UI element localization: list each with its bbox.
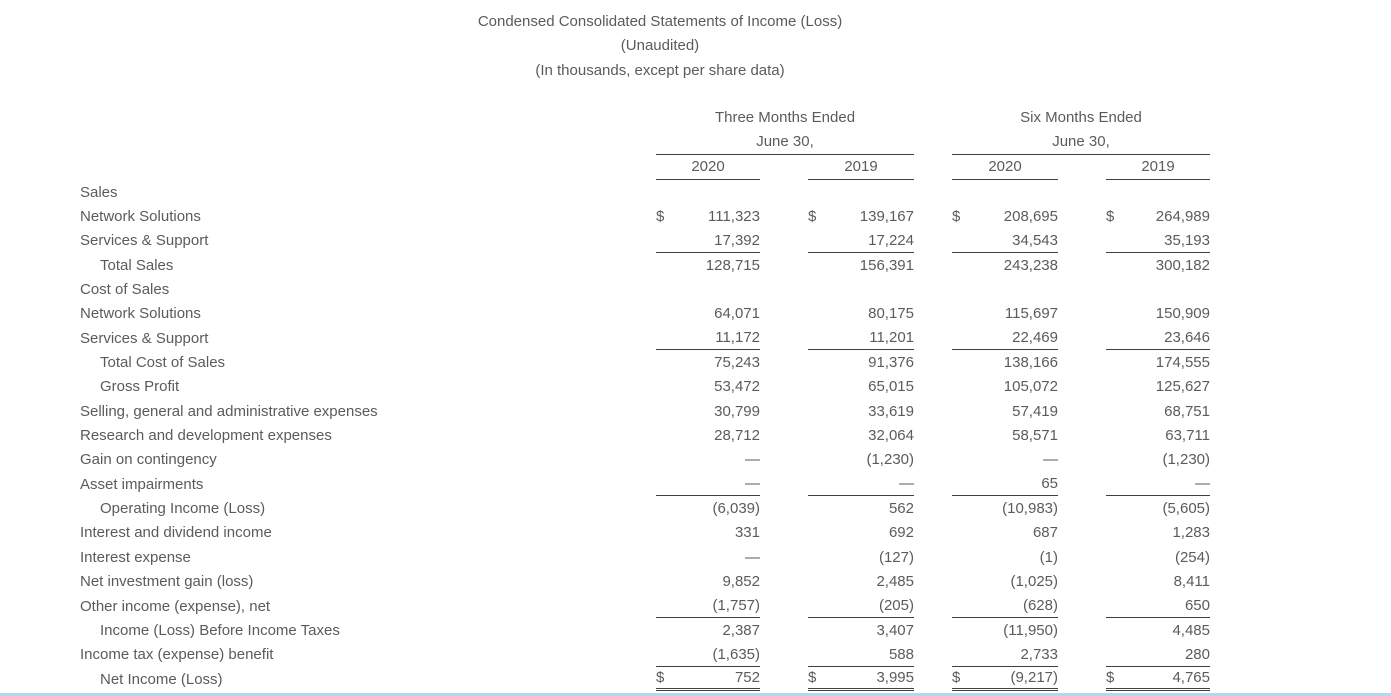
document-header	[80, 10, 1240, 83]
row-label: Interest expense	[80, 548, 191, 566]
currency-symbol: $	[1106, 669, 1115, 687]
cell-value: 139,167	[859, 208, 914, 226]
row-label: Network Solutions	[80, 305, 201, 323]
table-body	[80, 180, 1210, 691]
cell-value: 17,224	[868, 231, 914, 249]
row-label: Services & Support	[80, 329, 209, 347]
value-cell	[808, 423, 914, 447]
period-group-six-months	[952, 106, 1210, 155]
value-cell	[656, 277, 760, 301]
value-cell	[808, 472, 914, 496]
cell-value: 174,555	[1155, 354, 1210, 372]
value-cell	[808, 545, 914, 569]
cell-value: 3,407	[876, 621, 914, 639]
table-row	[80, 399, 1210, 423]
value-cell	[952, 180, 1058, 204]
table-row	[80, 667, 1210, 691]
row-label: Income (Loss) Before Income Taxes	[100, 621, 340, 639]
column-gap	[1058, 155, 1106, 180]
cell-value: 57,419	[1012, 402, 1058, 420]
cell-value: —	[745, 451, 760, 469]
period-group-label: Three Months Ended	[714, 109, 856, 126]
value-cell	[952, 545, 1058, 569]
row-label: Total Sales	[100, 256, 174, 274]
value-cell	[656, 448, 760, 472]
value-cell	[952, 570, 1058, 594]
cell-value: 58,571	[1012, 427, 1058, 445]
value-cell	[1106, 204, 1210, 228]
value-cell	[1106, 423, 1210, 447]
cell-value: 22,469	[1012, 329, 1058, 347]
cell-value: 32,064	[868, 427, 914, 445]
cell-value: —	[1043, 451, 1058, 469]
cell-value: 91,376	[868, 354, 914, 372]
value-cell	[1106, 594, 1210, 618]
cell-value: 692	[888, 524, 914, 542]
row-label: Cost of Sales	[80, 281, 170, 299]
document-title: Condensed Consolidated Statements of Income (Loss)	[477, 13, 843, 30]
column-gap	[914, 106, 952, 155]
cell-value: 264,989	[1155, 208, 1210, 226]
currency-symbol: $	[808, 669, 817, 687]
cell-value: —	[1195, 475, 1210, 493]
value-cell	[952, 448, 1058, 472]
value-cell	[1106, 521, 1210, 545]
document-subtitle-units: (In thousands, except per share data)	[535, 61, 785, 79]
value-cell	[656, 302, 760, 326]
cell-value: 35,193	[1164, 231, 1210, 249]
cell-value: 53,472	[714, 378, 760, 396]
value-cell	[808, 643, 914, 667]
value-cell	[1106, 667, 1210, 691]
table-row	[80, 253, 1210, 277]
cell-value: 208,695	[1003, 208, 1058, 226]
value-cell	[808, 594, 914, 618]
currency-symbol: $	[952, 208, 961, 226]
cell-value: (205)	[878, 597, 914, 615]
cell-value: 33,619	[868, 402, 914, 420]
cell-value: (1,635)	[712, 645, 760, 663]
value-cell	[1106, 302, 1210, 326]
period-group-header-row	[80, 106, 1210, 155]
value-cell	[952, 594, 1058, 618]
value-cell	[656, 545, 760, 569]
value-cell	[808, 302, 914, 326]
row-label: Asset impairments	[80, 475, 204, 493]
cell-value: 65	[1041, 475, 1058, 493]
value-cell	[808, 570, 914, 594]
cell-value: 34,543	[1012, 231, 1058, 249]
value-cell	[808, 350, 914, 374]
cell-value: (1,757)	[712, 597, 760, 615]
cell-value: 138,166	[1003, 354, 1058, 372]
value-cell	[1106, 448, 1210, 472]
cell-value: 8,411	[1173, 573, 1210, 591]
value-cell	[952, 423, 1058, 447]
row-label: Selling, general and administrative expenses	[80, 402, 378, 420]
row-label: Gross Profit	[100, 378, 180, 396]
row-label: Interest and dividend income	[80, 524, 272, 542]
value-cell	[952, 350, 1058, 374]
cell-value: 2,733	[1020, 645, 1058, 663]
table-row	[80, 204, 1210, 228]
value-cell	[808, 253, 914, 277]
value-cell	[952, 229, 1058, 253]
table-row	[80, 423, 1210, 447]
value-cell	[808, 496, 914, 520]
value-cell	[656, 204, 760, 228]
value-cell	[808, 667, 914, 691]
row-label: Research and development expenses	[80, 427, 332, 445]
table-row	[80, 570, 1210, 594]
label-column-spacer	[80, 106, 656, 155]
value-cell	[1106, 277, 1210, 301]
value-cell	[656, 229, 760, 253]
row-label: Services & Support	[80, 232, 209, 250]
value-cell	[1106, 326, 1210, 350]
value-cell	[1106, 618, 1210, 642]
value-cell	[1106, 496, 1210, 520]
currency-symbol: $	[656, 208, 665, 226]
cell-value: 75,243	[714, 354, 760, 372]
cell-value: 650	[1184, 597, 1210, 615]
value-cell	[656, 253, 760, 277]
value-cell	[1106, 545, 1210, 569]
year-column-header: 2019	[1106, 155, 1210, 180]
table-row	[80, 375, 1210, 399]
value-cell	[952, 496, 1058, 520]
cell-value: 30,799	[714, 402, 760, 420]
value-cell	[952, 643, 1058, 667]
cell-value: 128,715	[705, 256, 760, 274]
cell-value: 17,392	[714, 231, 760, 249]
value-cell	[808, 204, 914, 228]
cell-value: 1,283	[1172, 524, 1210, 542]
value-cell	[952, 472, 1058, 496]
cell-value: (6,039)	[712, 500, 760, 518]
value-cell	[808, 448, 914, 472]
cell-value: 115,697	[1004, 305, 1058, 323]
cell-value: 11,172	[715, 329, 760, 347]
cell-value: 64,071	[714, 305, 760, 323]
year-column-header: 2019	[808, 155, 914, 180]
cell-value: (1)	[1039, 548, 1058, 566]
cell-value: 28,712	[714, 427, 760, 445]
value-cell	[1106, 180, 1210, 204]
cell-value: 23,646	[1164, 329, 1210, 347]
table-row	[80, 545, 1210, 569]
label-column-spacer	[80, 155, 656, 180]
value-cell	[656, 423, 760, 447]
cell-value: 80,175	[868, 305, 914, 323]
value-cell	[656, 667, 760, 691]
value-cell	[952, 326, 1058, 350]
value-cell	[1106, 375, 1210, 399]
cell-value: 11,201	[869, 329, 914, 347]
table-row	[80, 229, 1210, 253]
cell-value: (5,605)	[1162, 500, 1210, 518]
cell-value: (1,230)	[866, 451, 914, 469]
value-cell	[656, 496, 760, 520]
table-row	[80, 521, 1210, 545]
value-cell	[952, 667, 1058, 691]
cell-value: (11,950)	[1003, 621, 1058, 639]
table-row	[80, 618, 1210, 642]
cell-value: 68,751	[1164, 402, 1210, 420]
table-row	[80, 277, 1210, 301]
row-label: Sales	[80, 183, 118, 201]
cell-value: 300,182	[1155, 256, 1210, 274]
value-cell	[656, 643, 760, 667]
value-cell	[952, 521, 1058, 545]
cell-value: (628)	[1022, 597, 1058, 615]
cell-value: (1,025)	[1010, 573, 1058, 591]
value-cell	[808, 521, 914, 545]
cell-value: 588	[888, 645, 914, 663]
cell-value: 9,852	[722, 573, 760, 591]
currency-symbol: $	[952, 669, 961, 687]
value-cell	[656, 472, 760, 496]
value-cell	[1106, 350, 1210, 374]
cell-value: 125,627	[1155, 378, 1210, 396]
table-row	[80, 302, 1210, 326]
cell-value: 150,909	[1155, 305, 1210, 323]
value-cell	[1106, 472, 1210, 496]
cell-value: (1,230)	[1162, 451, 1210, 469]
document-subtitle-unaudited: (Unaudited)	[620, 37, 700, 55]
table-row	[80, 643, 1210, 667]
cell-value: (127)	[878, 548, 914, 566]
value-cell	[808, 618, 914, 642]
table-row	[80, 448, 1210, 472]
value-cell	[808, 180, 914, 204]
statement-table	[80, 106, 1210, 691]
cell-value: 687	[1032, 524, 1058, 542]
cell-value: (9,217)	[1010, 669, 1058, 687]
cell-value: 243,238	[1003, 256, 1058, 274]
cell-value: 4,485	[1172, 621, 1210, 639]
cell-value: 111,323	[708, 208, 760, 226]
value-cell	[656, 350, 760, 374]
value-cell	[1106, 399, 1210, 423]
value-cell	[952, 204, 1058, 228]
value-cell	[1106, 253, 1210, 277]
table-row	[80, 180, 1210, 204]
year-column-header: 2020	[952, 155, 1058, 180]
value-cell	[656, 570, 760, 594]
row-label: Operating Income (Loss)	[100, 500, 266, 518]
cell-value: 65,015	[868, 378, 914, 396]
value-cell	[808, 277, 914, 301]
value-cell	[656, 180, 760, 204]
table-row	[80, 496, 1210, 520]
value-cell	[808, 229, 914, 253]
value-cell	[656, 618, 760, 642]
cell-value: 3,995	[876, 669, 914, 687]
row-label: Network Solutions	[80, 208, 201, 226]
year-column-header: 2020	[656, 155, 760, 180]
value-cell	[656, 399, 760, 423]
cell-value: 280	[1184, 645, 1210, 663]
currency-symbol: $	[656, 669, 665, 687]
value-cell	[952, 302, 1058, 326]
cell-value: 331	[734, 524, 760, 542]
value-cell	[1106, 570, 1210, 594]
row-label: Income tax (expense) benefit	[80, 646, 274, 664]
cell-value: —	[745, 475, 760, 493]
cell-value: (254)	[1174, 548, 1210, 566]
table-row	[80, 326, 1210, 350]
cell-value: 4,765	[1172, 669, 1210, 687]
value-cell	[1106, 229, 1210, 253]
cell-value: 2,387	[722, 621, 760, 639]
cell-value: 156,391	[859, 256, 914, 274]
period-group-sublabel: June 30,	[1052, 133, 1110, 151]
table-row	[80, 350, 1210, 374]
period-group-three-months	[656, 106, 914, 155]
year-header-row	[80, 155, 1210, 180]
table-row	[80, 472, 1210, 496]
value-cell	[952, 375, 1058, 399]
column-gap	[914, 155, 952, 180]
value-cell	[1106, 643, 1210, 667]
cell-value: —	[745, 548, 760, 566]
row-label: Other income (expense), net	[80, 597, 271, 615]
cell-value: 752	[734, 669, 760, 687]
column-gap	[760, 155, 808, 180]
period-group-label: Six Months Ended	[1020, 109, 1142, 126]
table-row	[80, 594, 1210, 618]
period-group-sublabel: June 30,	[756, 133, 814, 151]
cell-value: —	[899, 475, 914, 493]
value-cell	[952, 399, 1058, 423]
cell-value: 105,072	[1003, 378, 1058, 396]
value-cell	[952, 618, 1058, 642]
cell-value: 63,711	[1165, 427, 1210, 445]
row-label: Gain on contingency	[80, 451, 217, 469]
cell-value: (10,983)	[1002, 500, 1058, 518]
value-cell	[656, 594, 760, 618]
row-label: Total Cost of Sales	[100, 354, 226, 372]
cell-value: 562	[888, 500, 914, 518]
value-cell	[656, 326, 760, 350]
value-cell	[808, 375, 914, 399]
value-cell	[808, 326, 914, 350]
value-cell	[808, 399, 914, 423]
cell-value: 2,485	[876, 573, 914, 591]
row-label: Net investment gain (loss)	[80, 573, 254, 591]
value-cell	[656, 521, 760, 545]
value-cell	[952, 253, 1058, 277]
value-cell	[952, 277, 1058, 301]
value-cell	[656, 375, 760, 399]
row-label: Net Income (Loss)	[100, 670, 223, 688]
currency-symbol: $	[1106, 208, 1115, 226]
currency-symbol: $	[808, 208, 817, 226]
